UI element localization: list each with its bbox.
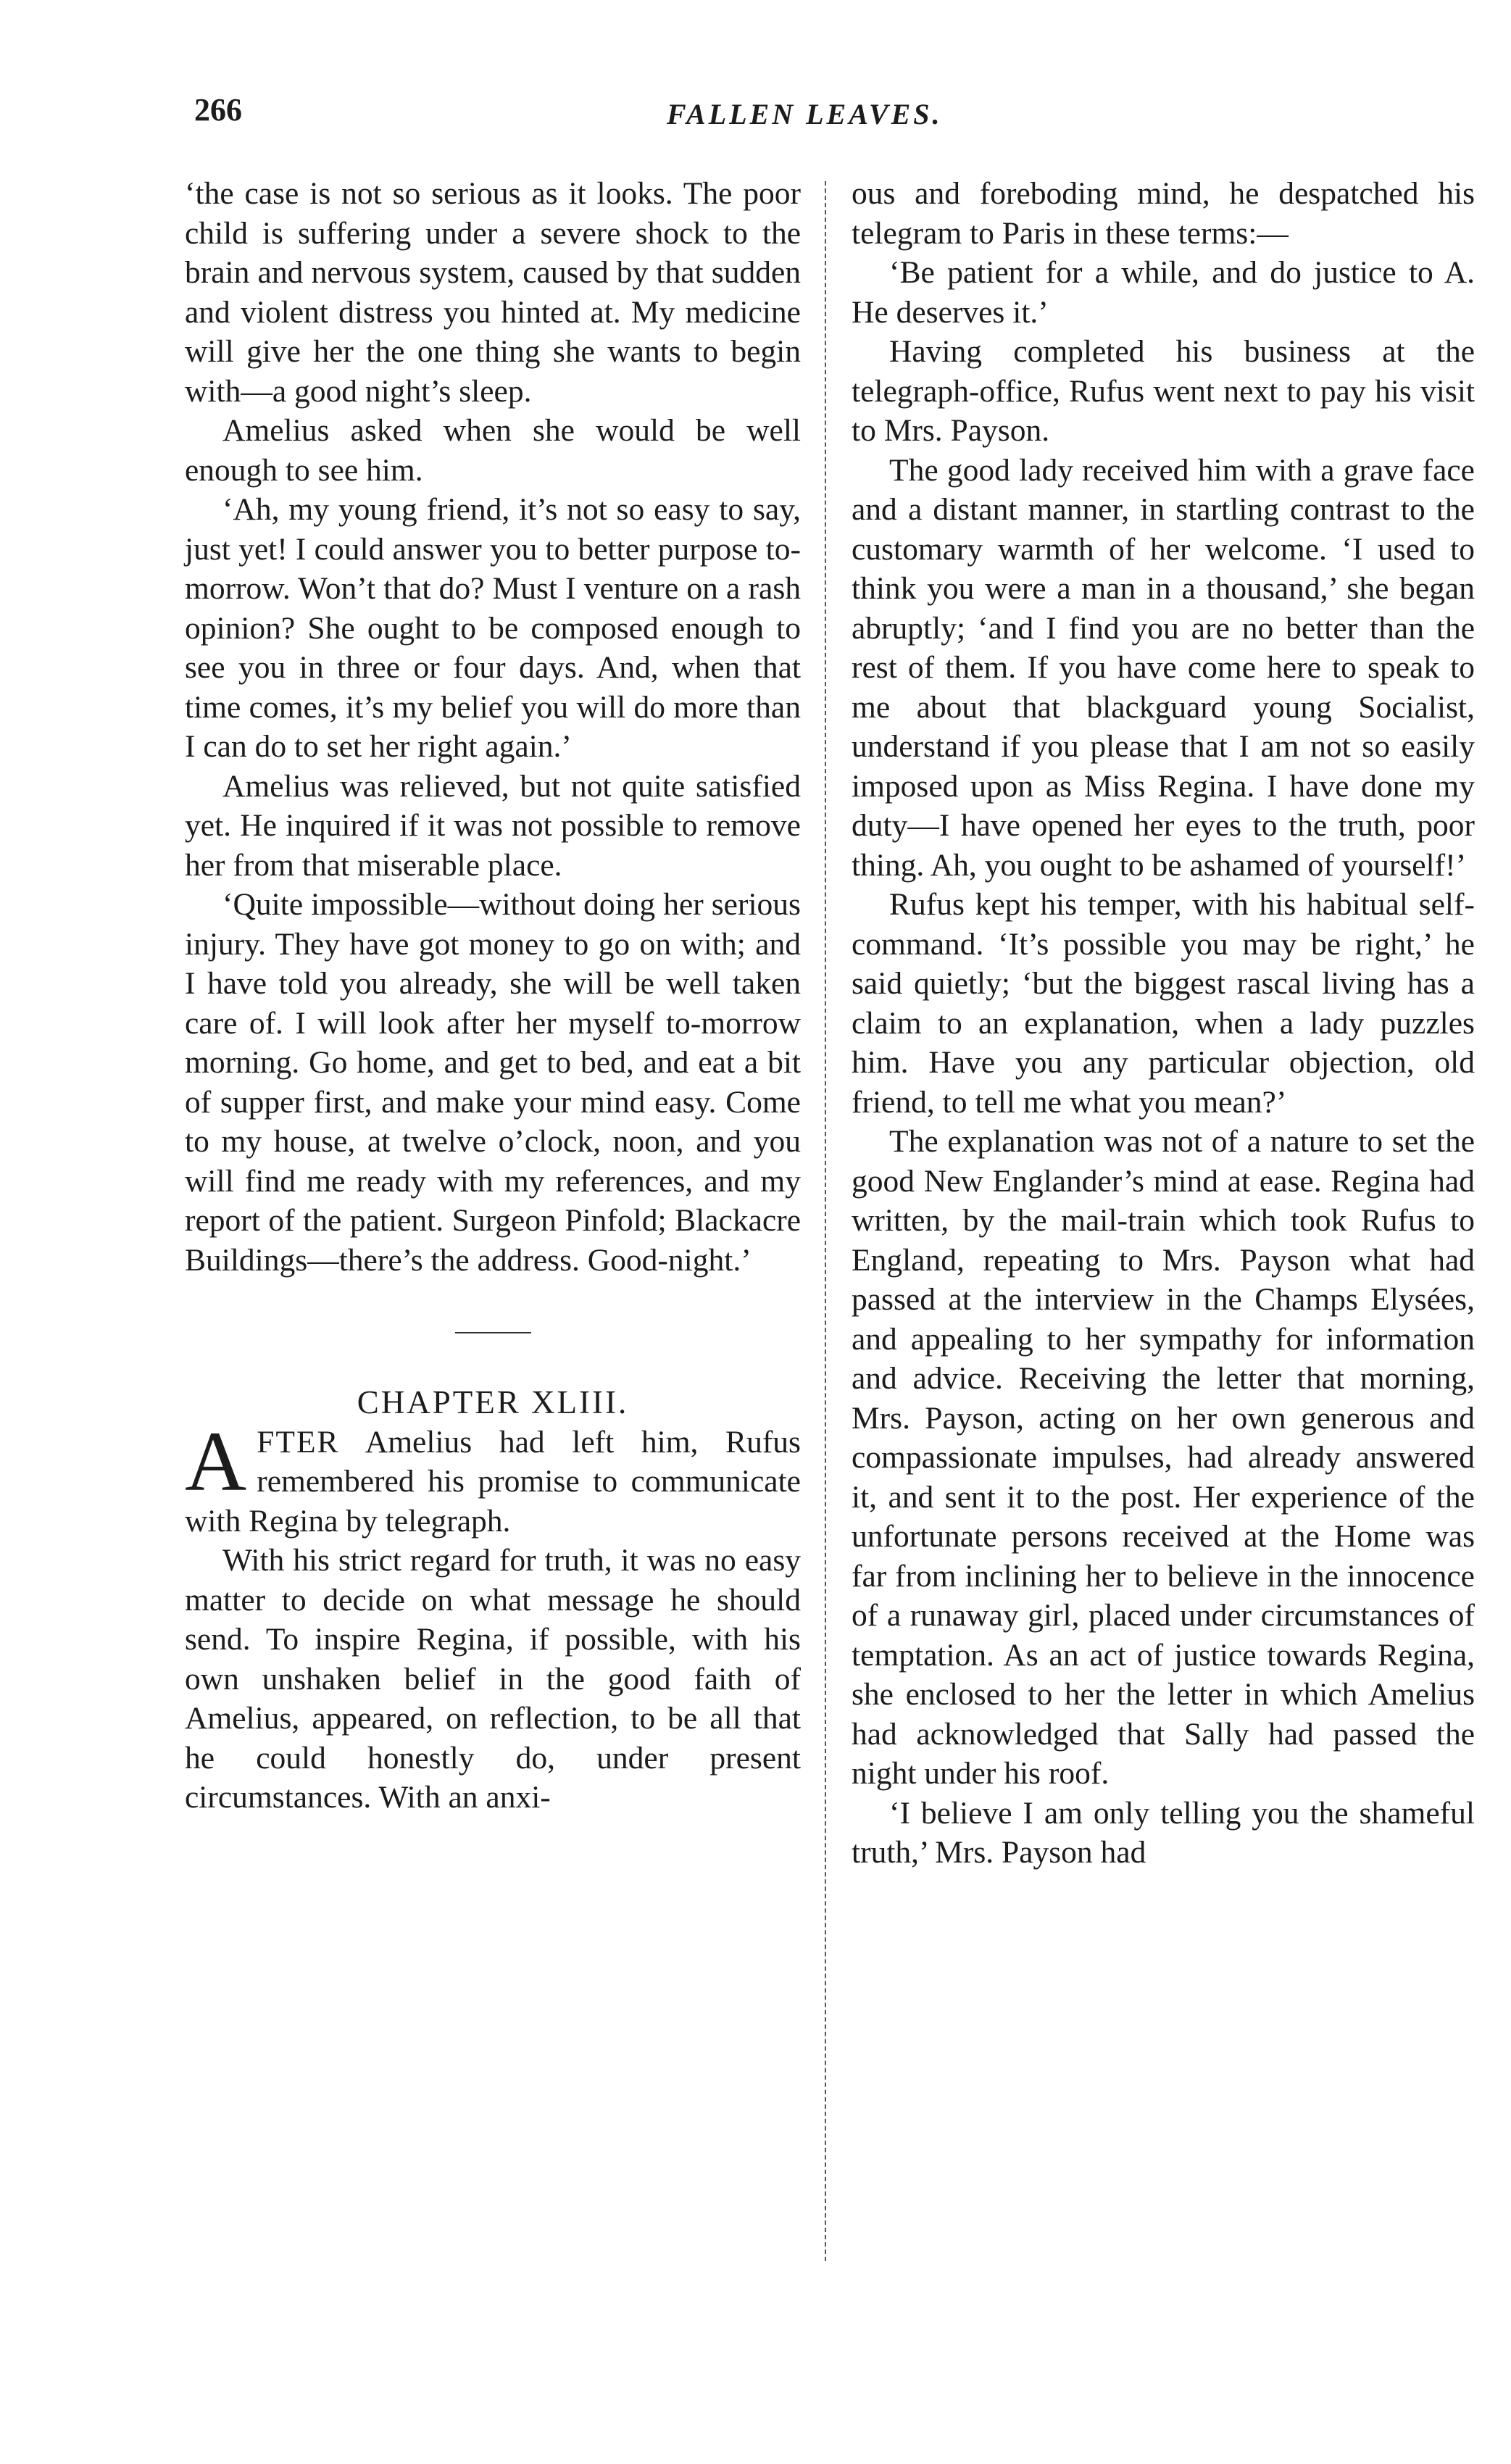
left-paragraphs-before-chapter [185,174,801,1280]
paragraph: ‘Ah, my young friend, it’s not so easy to say, just yet! I could answer you to better purpose to-morrow. Won’t that do? Must I venture on a rash opinion? She ought to be composed enough to see you in three or four days. And, when that time comes, it’s my belief you will do more than I can do to set her right again.’ [185,492,801,764]
page-header [0,91,1511,149]
left-paragraphs-after-opening [185,1541,801,1818]
paragraph: Amelius asked when she would be well enough to see him. [185,413,801,488]
chapter-opening-paragraph [185,1413,801,1541]
column-divider [825,181,828,2261]
paragraph: Having completed his business at the telegraph-office, Rufus went next to pay his visit to Mrs. Payson. [852,334,1475,448]
paragraph: ‘the case is not so serious as it looks. The poor child is suffering under a severe shock to the brain and nervous system, caused by that sudden and violent distress you hinted at. My medicine will give her the one thing she wants to begin with—a good night’s sleep. [185,176,801,409]
paragraph: Rufus kept his temper, with his habitual self-command. ‘It’s possible you may be right,’ he said quietly; ‘but the biggest rascal living has a claim to an explanation, when a lady puzzles him. Have you any particular objection, old friend, to tell me what you mean?’ [852,887,1475,1120]
opening-text: Amelius had left him, Rufus remembered his promise to communicate with Regina by telegraph. [185,1424,801,1539]
paragraph: Amelius was relieved, but not quite satisfied yet. He inquired if it was not possible to remove her from that miserable place. [185,768,801,883]
paragraph: ‘I believe I am only telling you the shameful truth,’ Mrs. Payson had [852,1795,1475,1870]
page-number: 266 [194,92,242,128]
paragraph: The good lady received him with a grave face and a distant manner, in startling contrast to the customary warmth of her welcome. ‘I used to think you were a man in a thousand,’ she began abruptly; ‘and I find you are no better than the rest of them. If you have come here to speak to me about that blackguard young Socialist, understand if you please that I am not so easily imposed upon as Miss Regina. I have done my duty—I have opened her eyes to the truth, poor thing. Ah, you ought to be ashamed of yourself!’ [852,452,1475,883]
running-title: FALLEN LEAVES. [667,98,943,130]
drop-cap: A [185,1413,247,1509]
paragraph: With his strict regard for truth, it was no easy matter to decide on what message he should send. To inspire Regina, if possible, with his own unshaken belief in the good faith of Amelius, appeared, on reflection, to be all that he could honestly do, under present circumstances. With an anxi- [185,1543,801,1815]
paragraph: ous and foreboding mind, he despatched his telegram to Paris in these terms:— [852,176,1475,251]
paragraph: ‘Be patient for a while, and do justice to A. He deserves it.’ [852,255,1475,330]
right-column [852,174,1475,1873]
left-column [185,174,801,1818]
chapter-heading: CHAPTER XLIII. [357,1384,629,1420]
section-separator-rule [455,1332,531,1333]
opening-word: FTER [257,1424,340,1460]
paragraph: ‘Quite impossible—without doing her serious injury. They have got money to go on with; and I have told you already, she will be well taken care of. I will look after her myself to-morrow morning. Go home, and get to bed, and eat a bit of supper first, and make your mind easy. Come to my house, at twelve o’clock, noon, and you will find me ready with my references, and my report of the patient. Surgeon Pinfold; Blackacre Buildings—there’s the address. Good-night.’ [185,887,801,1278]
right-paragraphs [852,174,1475,1873]
paragraph: The explanation was not of a nature to set the good New Englander’s mind at ease. Regina had written, by the mail-train which took Rufus to England, repeating to Mrs. Payson what had passed at the interview in the Champs Elysées, and appealing to her sympathy for information and advice. Receiving the letter that morning, Mrs. Payson, acting on her own generous and compassionate impulses, had already answered it, and sent it to the post. Her experience of the unfortunate persons received at the Home was far from inclining her to believe in the innocence of a runaway girl, placed under circumstances of temptation. As an act of justice towards Regina, she enclosed to her the letter in which Amelius had acknowledged that Sally had passed the night under his roof. [852,1124,1475,1791]
